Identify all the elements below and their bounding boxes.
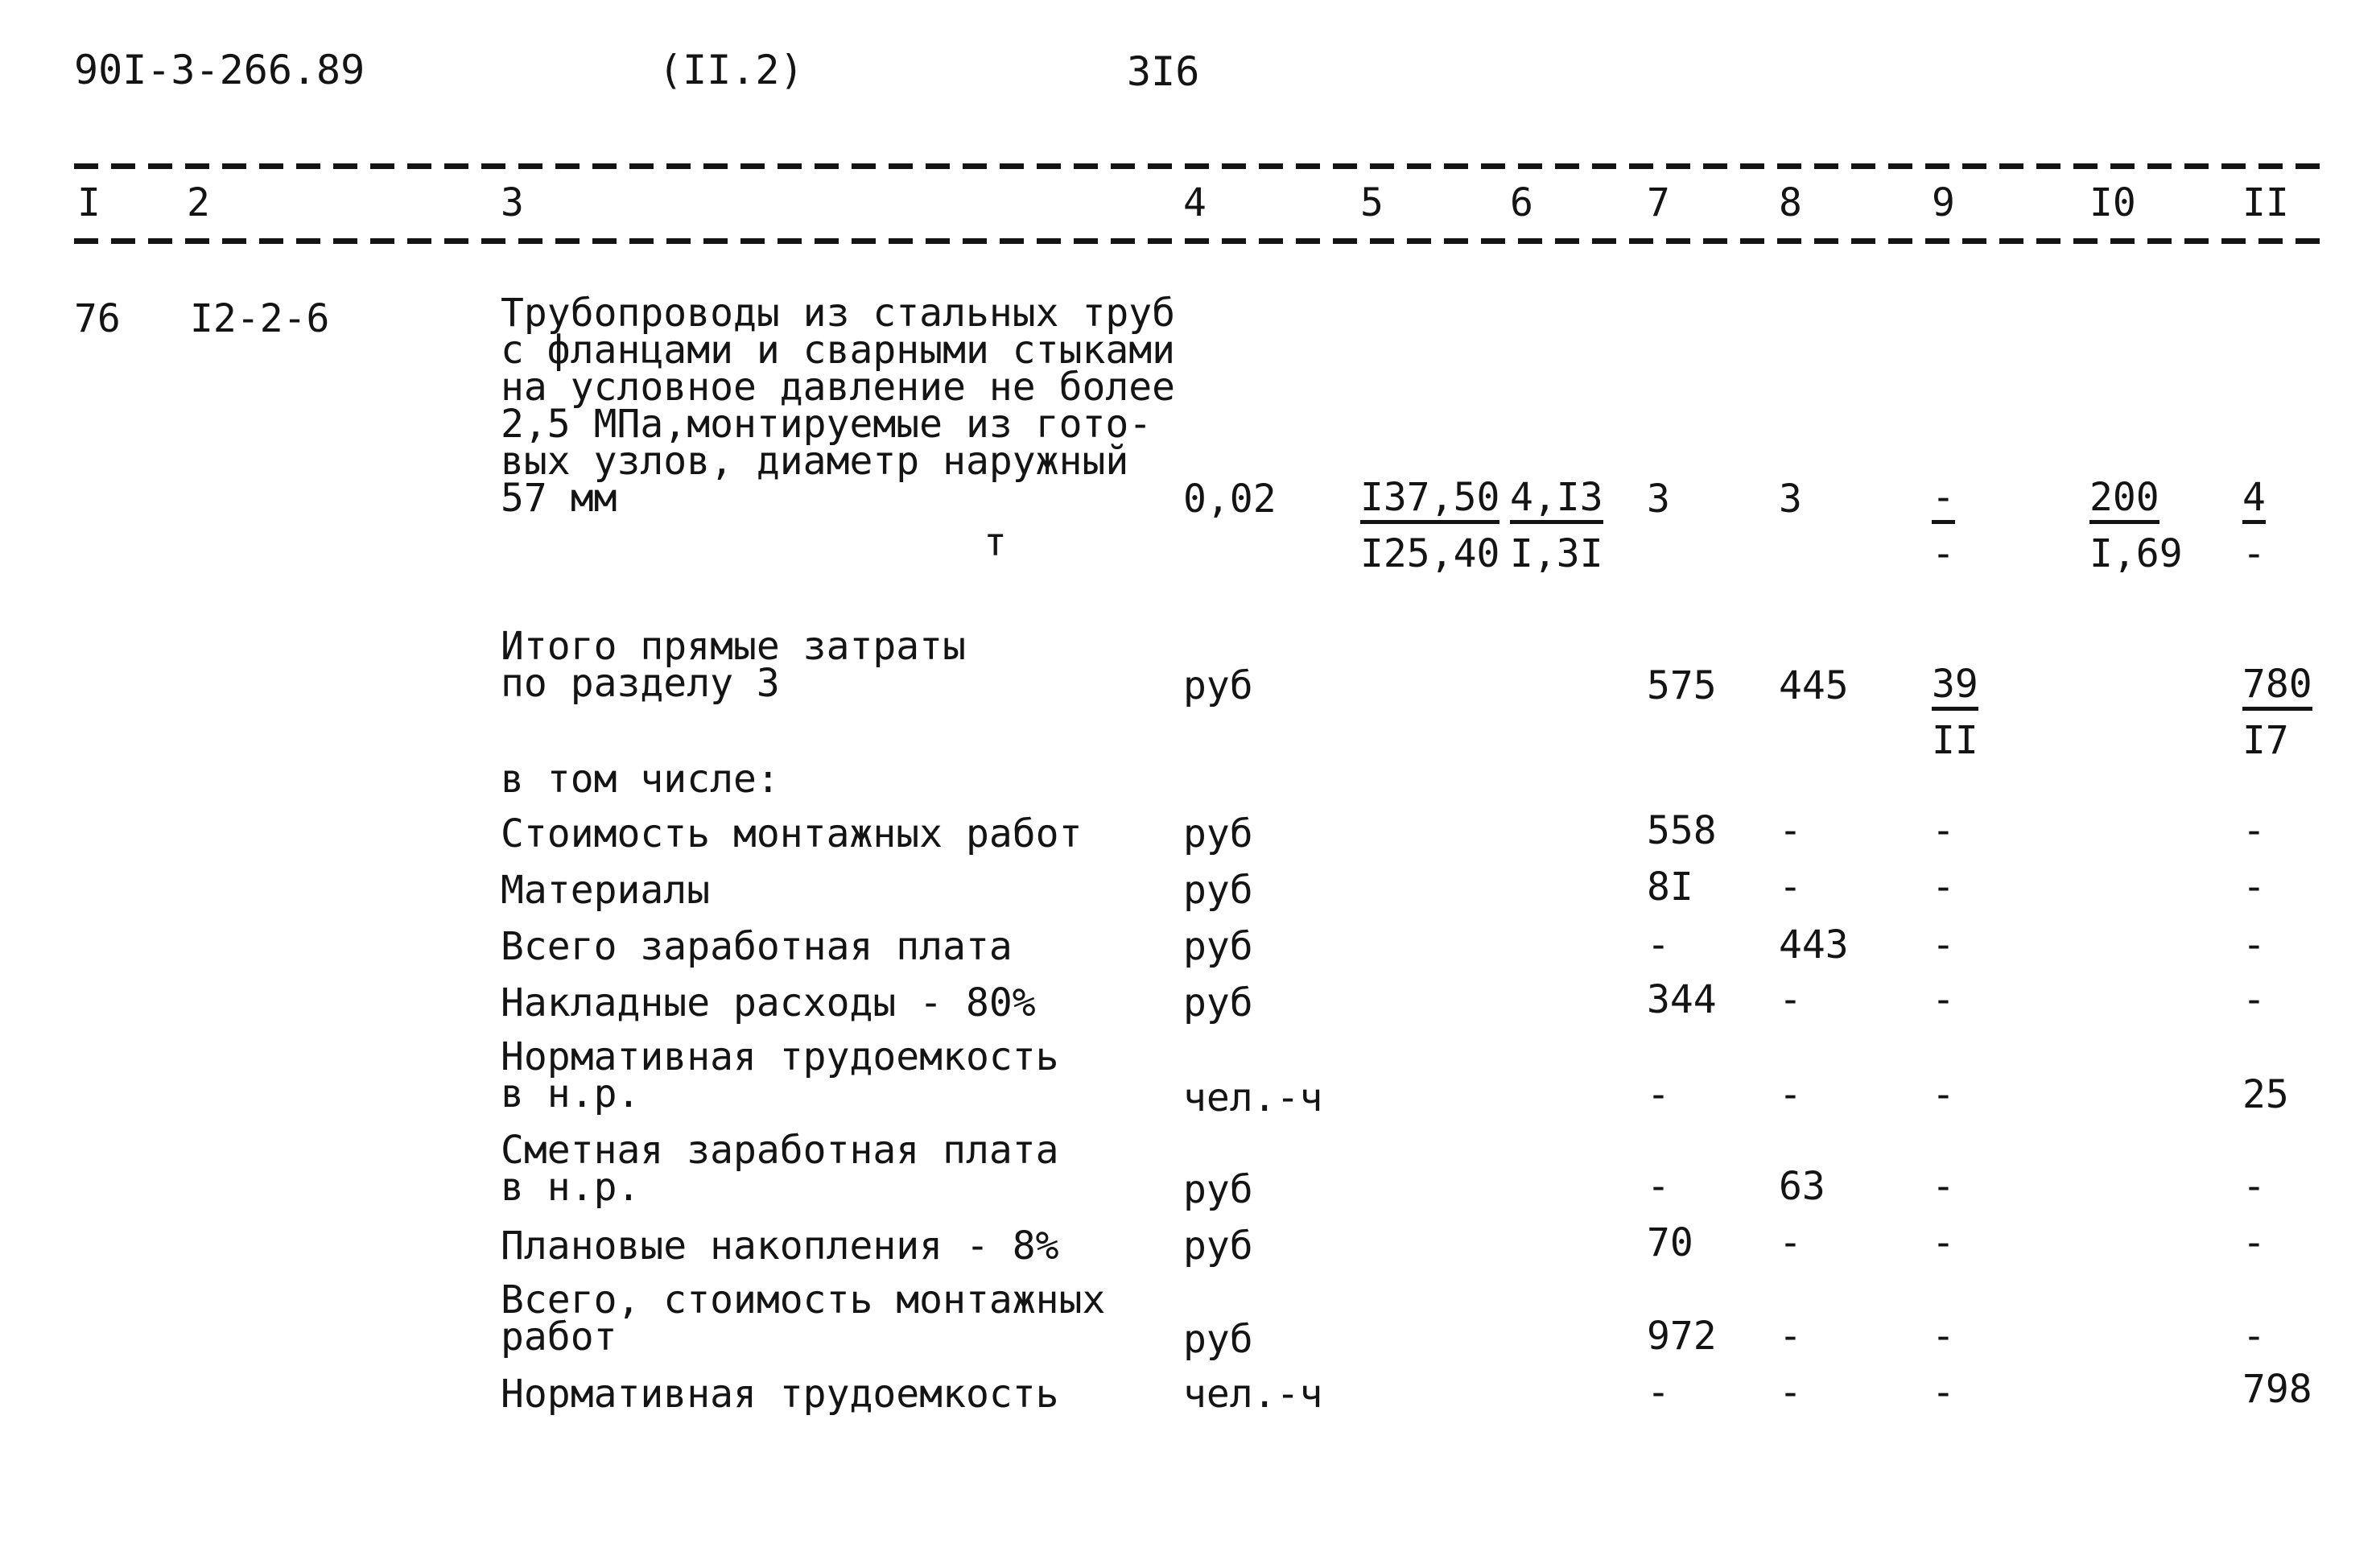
row-col9: -	[1932, 1220, 1955, 1265]
total-unit: руб	[1183, 663, 1253, 708]
col-header-11: II	[2242, 180, 2289, 225]
col5-bottom-value: I25,40	[1360, 531, 1500, 576]
row-col11: -	[2242, 977, 2266, 1022]
col10-top-value: 200	[2089, 478, 2159, 524]
total-label	[501, 624, 966, 706]
page-number: 3I6	[1127, 48, 1200, 95]
row-label	[501, 1034, 1059, 1116]
row-col7: 558	[1647, 808, 1717, 853]
row-col9: -	[1932, 977, 1955, 1022]
col-header-8: 8	[1779, 180, 1802, 225]
col-header-6: 6	[1510, 180, 1533, 225]
row-col11: -	[2242, 808, 2266, 853]
row-unit: чел.-ч	[1183, 1075, 1323, 1120]
row-col9: -	[1932, 1164, 1955, 1209]
row-col7: 344	[1647, 977, 1717, 1022]
row-col7: 70	[1647, 1220, 1693, 1265]
col9-bottom-value: -	[1932, 531, 1955, 576]
row-label: Всего заработная плата	[501, 924, 1013, 969]
row-col8: -	[1779, 1314, 1802, 1359]
row-col8: 443	[1779, 922, 1849, 968]
total-col9-top: 39	[1932, 665, 1978, 711]
total-col11-bottom: I7	[2242, 718, 2289, 763]
row-col7: -	[1647, 922, 1670, 968]
row-col7: -	[1647, 1370, 1670, 1415]
row-col8: 63	[1779, 1164, 1825, 1209]
description-line: на условное давление не более	[501, 365, 1176, 410]
row-col11: -	[2242, 1314, 2266, 1359]
item-quantity: 0,02	[1183, 477, 1277, 522]
col8-value: 3	[1779, 477, 1802, 522]
item-unit: т	[984, 520, 1007, 565]
row-col11: 25	[2242, 1072, 2289, 1117]
row-unit: руб	[1183, 811, 1253, 856]
col6-top-value: 4,I3	[1510, 478, 1603, 524]
col-header-4: 4	[1183, 180, 1207, 225]
row-col7: -	[1647, 1072, 1670, 1117]
col-header-2: 2	[187, 180, 210, 225]
row-col9: -	[1932, 808, 1955, 853]
row-col8: -	[1779, 1220, 1802, 1265]
total-col9-bottom: II	[1932, 718, 1978, 763]
row-col9: -	[1932, 1314, 1955, 1359]
row-label: Накладные расходы - 80%	[501, 980, 1036, 1025]
item-description	[501, 291, 1176, 521]
row-label: Нормативная трудоемкость	[501, 1372, 1059, 1417]
total-label-line: Итого прямые затраты	[501, 624, 966, 669]
col9-top-value: -	[1932, 478, 1955, 524]
row-col11: -	[2242, 1220, 2266, 1265]
row-col8: -	[1779, 808, 1802, 853]
col11-bottom-value: -	[2242, 531, 2266, 576]
row-label: Материалы	[501, 868, 711, 913]
total-col8: 445	[1779, 663, 1849, 708]
row-unit: руб	[1183, 868, 1253, 913]
row-label-line: Сметная заработная плата	[501, 1128, 1059, 1173]
description-line: с фланцами и сварными стыками	[501, 328, 1176, 373]
row-label-line: Нормативная трудоемкость	[501, 1034, 1059, 1079]
description-line: Трубопроводы из стальных труб	[501, 291, 1176, 336]
row-col8: -	[1779, 1072, 1802, 1117]
row-label-line: в н.р.	[501, 1071, 641, 1116]
col10-bottom-value: I,69	[2089, 531, 2183, 576]
total-col7: 575	[1647, 663, 1717, 708]
row-unit: руб	[1183, 924, 1253, 969]
document-code: 90I-3-266.89	[74, 47, 365, 93]
row-unit: руб	[1183, 1317, 1253, 1362]
row-label-line: Всего, стоимость монтажных	[501, 1277, 1106, 1322]
row-unit: руб	[1183, 1223, 1253, 1269]
col11-top-value: 4	[2242, 478, 2266, 524]
header-bottom-rule	[74, 238, 2328, 244]
row-unit: руб	[1183, 980, 1253, 1025]
row-col11: -	[2242, 1164, 2266, 1209]
including-label: в том числе:	[501, 757, 780, 802]
row-label	[501, 1277, 1106, 1360]
row-unit: руб	[1183, 1167, 1253, 1212]
item-number: 76	[74, 296, 121, 341]
row-col7: -	[1647, 1164, 1670, 1209]
description-line: 2,5 МПа,монтируемые из гото-	[501, 402, 1153, 447]
col6-bottom-value: I,3I	[1510, 531, 1603, 576]
row-label-line: работ	[501, 1314, 617, 1360]
row-col9: -	[1932, 1072, 1955, 1117]
row-col8: -	[1779, 1370, 1802, 1415]
row-label-line: в н.р.	[501, 1165, 641, 1210]
row-col11: -	[2242, 922, 2266, 968]
row-col9: -	[1932, 922, 1955, 968]
row-unit: чел.-ч	[1183, 1372, 1323, 1417]
col-header-9: 9	[1932, 180, 1955, 225]
row-label	[501, 1128, 1059, 1210]
col7-value: 3	[1647, 477, 1670, 522]
col-header-5: 5	[1360, 180, 1384, 225]
description-line: 57 мм	[501, 476, 617, 521]
row-col8: -	[1779, 864, 1802, 910]
row-col11: 798	[2242, 1367, 2312, 1412]
header-top-rule	[74, 163, 2328, 169]
col-header-10: I0	[2089, 180, 2136, 225]
row-label: Плановые накопления - 8%	[501, 1223, 1059, 1269]
row-col9: -	[1932, 1370, 1955, 1415]
row-col8: -	[1779, 977, 1802, 1022]
item-code: I2-2-6	[190, 296, 330, 341]
section-number: (II.2)	[658, 47, 804, 93]
total-label-line: по разделу 3	[501, 661, 780, 706]
row-col11: -	[2242, 864, 2266, 910]
description-line: вых узлов, диаметр наружный	[501, 439, 1129, 484]
col-header-1: I	[77, 180, 101, 225]
col-header-3: 3	[501, 180, 524, 225]
row-col7: 972	[1647, 1314, 1717, 1359]
row-label: Стоимость монтажных работ	[501, 811, 1083, 856]
row-col7: 8I	[1647, 864, 1693, 910]
total-col11-top: 780	[2242, 665, 2312, 711]
row-col9: -	[1932, 864, 1955, 910]
col-header-7: 7	[1647, 180, 1670, 225]
col5-top-value: I37,50	[1360, 478, 1499, 524]
